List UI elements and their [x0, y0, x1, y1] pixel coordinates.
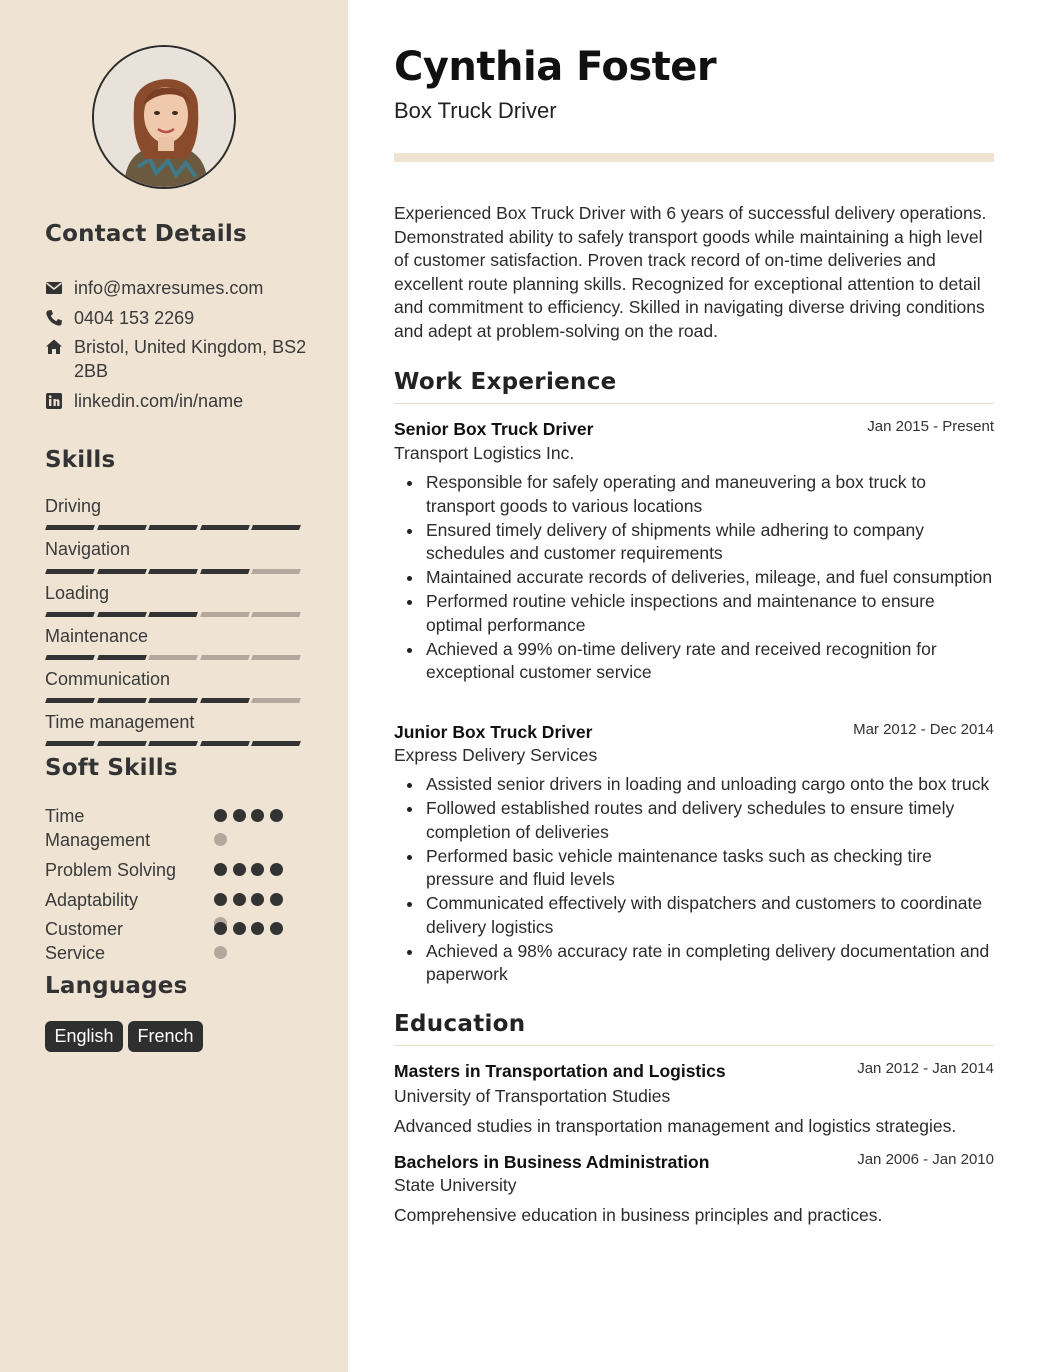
list-item: Responsible for safely operating and maneuvering a box truck to transport goods to various locations	[394, 471, 994, 518]
soft-skill-dot	[233, 893, 246, 906]
contact-phone	[45, 306, 315, 330]
soft-skill-dot	[270, 863, 283, 876]
soft-skill-dot	[233, 809, 246, 822]
home-icon	[45, 338, 63, 356]
list-item: Maintained accurate records of deliveries, mileage, and fuel consumption	[394, 566, 994, 590]
linkedin-text[interactable]: linkedin.com/in/name	[74, 391, 244, 411]
list-item: Performed basic vehicle maintenance tasks such as checking tire pressure and fluid levels	[394, 845, 994, 892]
degree-description: Advanced studies in transportation management and logistics strategies.	[394, 1116, 957, 1136]
languages-heading: Languages	[45, 973, 188, 999]
skill-name: Navigation	[45, 539, 131, 559]
degree-dates: Jan 2012 - Jan 2014	[857, 1060, 994, 1077]
education-heading: Education	[394, 1011, 526, 1037]
degree-dates: Jan 2006 - Jan 2010	[857, 1151, 994, 1168]
envelope-icon	[45, 279, 63, 297]
skill-level-segment	[45, 525, 95, 530]
skill-level-segment	[251, 698, 301, 703]
skill-level-segment	[200, 525, 250, 530]
job-dates: Jan 2015 - Present	[867, 418, 994, 435]
skill-level-segment	[251, 741, 301, 746]
skill-level-segment	[148, 525, 198, 530]
skill-level-segment	[45, 612, 95, 617]
skill-bar	[46, 698, 302, 704]
skill-level-segment	[148, 612, 198, 617]
soft-skill-dot	[270, 893, 283, 906]
skill-bar	[46, 741, 302, 747]
list-item: Performed routine vehicle inspections and maintenance to ensure optimal performance	[394, 590, 994, 637]
contact-linkedin	[45, 389, 315, 413]
skill-bar	[46, 655, 302, 661]
job-company: Transport Logistics Inc.	[394, 443, 575, 463]
skill-level-segment	[148, 698, 198, 703]
soft-skill-dot	[214, 809, 227, 822]
soft-skill-name: Customer Service	[45, 919, 124, 963]
phone-icon	[45, 309, 63, 327]
work-rule	[394, 403, 994, 404]
skill-level-segment	[97, 741, 147, 746]
skill-level-segment	[200, 655, 250, 660]
language-badge: English	[45, 1021, 123, 1052]
list-item: Achieved a 98% accuracy rate in completing delivery documentation and paperwork	[394, 940, 994, 987]
contact-address	[45, 335, 315, 383]
soft-skill-name: Problem Solving	[45, 860, 177, 880]
soft-skill-dot	[270, 809, 283, 822]
skill-name: Maintenance	[45, 626, 149, 646]
soft-skills-heading: Soft Skills	[45, 755, 178, 781]
skill-level-segment	[148, 741, 198, 746]
job-title: Junior Box Truck Driver	[394, 722, 593, 742]
skill-level-segment	[45, 741, 95, 746]
skill-bar	[46, 612, 302, 618]
candidate-name: Cynthia Foster	[394, 44, 717, 90]
profile-photo	[94, 47, 236, 189]
list-item: Followed established routes and delivery schedules to ensure timely completion of deliveries	[394, 797, 994, 844]
job-company: Express Delivery Services	[394, 745, 598, 765]
language-badge: French	[128, 1021, 203, 1052]
soft-skill-dot	[251, 893, 264, 906]
degree-description: Comprehensive education in business principles and practices.	[394, 1205, 883, 1225]
soft-skill-dot	[214, 833, 227, 846]
soft-skill-dot	[233, 863, 246, 876]
job-bullets	[394, 773, 994, 987]
skill-level-segment	[148, 569, 198, 574]
job-dates: Mar 2012 - Dec 2014	[853, 721, 994, 738]
skill-level-segment	[97, 655, 147, 660]
header-divider	[394, 153, 994, 162]
list-item: Ensured timely delivery of shipments while adhering to company schedules and customer requirements	[394, 519, 994, 566]
skill-name: Driving	[45, 496, 102, 516]
skill-level-segment	[148, 655, 198, 660]
skills-heading: Skills	[45, 447, 116, 473]
job-bullets	[394, 471, 994, 685]
school-name: State University	[394, 1175, 517, 1195]
skill-level-segment	[97, 525, 147, 530]
soft-skill-dot	[214, 922, 227, 935]
skill-name: Time management	[45, 712, 195, 732]
skill-level-segment	[251, 612, 301, 617]
avatar	[92, 45, 236, 189]
soft-skill-dot	[214, 893, 227, 906]
list-item: Communicated effectively with dispatchers and customers to coordinate delivery logistics	[394, 892, 994, 939]
skill-level-segment	[45, 569, 95, 574]
candidate-role: Box Truck Driver	[394, 98, 557, 123]
skill-level-segment	[97, 698, 147, 703]
sidebar	[0, 0, 348, 1372]
skill-level-segment	[251, 525, 301, 530]
soft-skill-dot	[214, 863, 227, 876]
contact-heading: Contact Details	[45, 221, 247, 247]
skill-level-segment	[45, 655, 95, 660]
phone-text[interactable]: 0404 153 2269	[74, 308, 195, 328]
skill-level-segment	[251, 569, 301, 574]
list-item: Assisted senior drivers in loading and unloading cargo onto the box truck	[394, 773, 994, 797]
degree-title: Bachelors in Business Administration	[394, 1152, 710, 1172]
email-text[interactable]: info@maxresumes.com	[74, 278, 264, 298]
contact-email	[45, 276, 315, 300]
soft-skill-name: Time Management	[45, 806, 151, 850]
skill-level-segment	[97, 569, 147, 574]
soft-skill-dot	[251, 863, 264, 876]
skill-name: Communication	[45, 669, 171, 689]
skill-level-segment	[251, 655, 301, 660]
skill-level-segment	[200, 612, 250, 617]
skill-level-segment	[97, 612, 147, 617]
address-text: Bristol, United Kingdom, BS2 2BB	[74, 337, 307, 381]
soft-skill-dot	[214, 946, 227, 959]
work-heading: Work Experience	[394, 369, 617, 395]
job-title: Senior Box Truck Driver	[394, 419, 594, 439]
soft-skill-name: Adaptability	[45, 890, 139, 910]
skill-bar	[46, 569, 302, 575]
soft-skill-dot	[233, 922, 246, 935]
skill-level-segment	[200, 569, 250, 574]
skill-level-segment	[200, 698, 250, 703]
linkedin-icon	[45, 392, 63, 410]
soft-skill-dot	[251, 809, 264, 822]
summary: Experienced Box Truck Driver with 6 years of successful delivery operations. Demonstrated ability to safely transport goods while maintaining a high level of customer satisfaction. Proven track record of on-time deliveries and excellent route planning skills. Recognized for exceptional attention to detail and commitment to efficiency. Skilled in navigating diverse driving conditions and adept at problem-solving on the road.	[394, 203, 987, 341]
skill-name: Loading	[45, 583, 110, 603]
soft-skill-dot	[270, 922, 283, 935]
school-name: University of Transportation Studies	[394, 1086, 671, 1106]
list-item: Achieved a 99% on-time delivery rate and received recognition for exceptional customer service	[394, 638, 994, 685]
degree-title: Masters in Transportation and Logistics	[394, 1061, 726, 1081]
skill-level-segment	[200, 741, 250, 746]
main-content	[348, 0, 1040, 1372]
soft-skill-dot	[251, 922, 264, 935]
skill-level-segment	[45, 698, 95, 703]
education-rule	[394, 1045, 994, 1046]
skill-bar	[46, 525, 302, 531]
